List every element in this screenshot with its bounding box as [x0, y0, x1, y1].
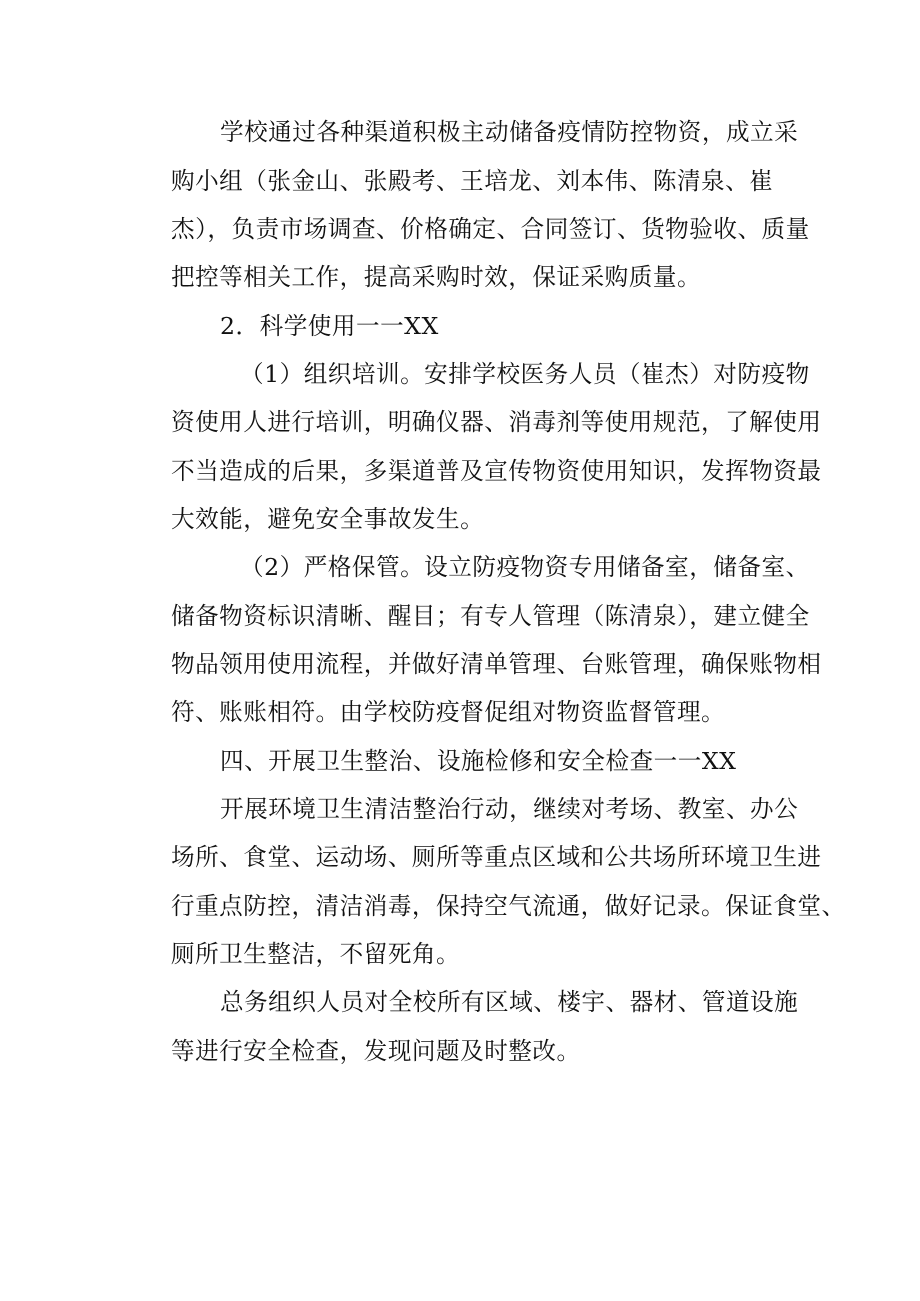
- paragraph-2-line-1: （1）组织培训。安排学校医务人员（崔杰）对防疫物: [240, 360, 810, 388]
- paragraph-2-line-2: 资使用人进行培训，明确仪器、消毒剂等使用规范，了解使用: [171, 408, 822, 436]
- paragraph-5-line-1: 总务组织人员对全校所有区域、楼宇、器材、管道设施: [220, 988, 799, 1016]
- paragraph-3-line-2: 储备物资标识清晰、醒目；有专人管理（陈清泉），建立健全: [171, 602, 810, 630]
- paragraph-3-line-4: 符、账账相符。由学校防疫督促组对物资监督管理。: [171, 698, 726, 726]
- section-heading-4: 四、开展卫生整治、设施检修和安全检查一一XX: [220, 747, 737, 775]
- paragraph-3-line-1: （2）严格保管。设立防疫物资专用储备室，储备室、: [240, 553, 810, 581]
- paragraph-1-line-1: 学校通过各种渠道积极主动储备疫情防控物资，成立采: [220, 118, 799, 146]
- paragraph-4-line-2: 场所、食堂、运动场、厕所等重点区域和公共场所环境卫生进: [171, 843, 822, 871]
- paragraph-5-line-2: 等进行安全检查，发现问题及时整改。: [171, 1037, 581, 1065]
- paragraph-1-line-3: 杰），负责市场调查、价格确定、合同签订、货物验收、质量: [171, 215, 810, 243]
- paragraph-3-line-3: 物品领用使用流程，并做好清单管理、台账管理，确保账物相: [171, 650, 822, 678]
- paragraph-4-line-4: 厕所卫生整洁，不留死角。: [171, 940, 461, 968]
- paragraph-4-line-3: 行重点防控，清洁消毒，保持空气流通，做好记录。保证食堂、: [171, 892, 846, 920]
- paragraph-4-line-1: 开展环境卫生清洁整治行动，继续对考场、教室、办公: [220, 795, 799, 823]
- section-heading-2: 2．科学使用一一XX: [220, 312, 439, 340]
- paragraph-1-line-2: 购小组（张金山、张殿考、王培龙、刘本伟、陈清泉、崔: [171, 167, 774, 195]
- paragraph-1-line-4: 把控等相关工作，提高采购时效，保证采购质量。: [171, 263, 702, 291]
- paragraph-2-line-3: 不当造成的后果，多渠道普及宣传物资使用知识，发挥物资最: [171, 457, 822, 485]
- paragraph-2-line-4: 大效能，避免安全事故发生。: [171, 505, 485, 533]
